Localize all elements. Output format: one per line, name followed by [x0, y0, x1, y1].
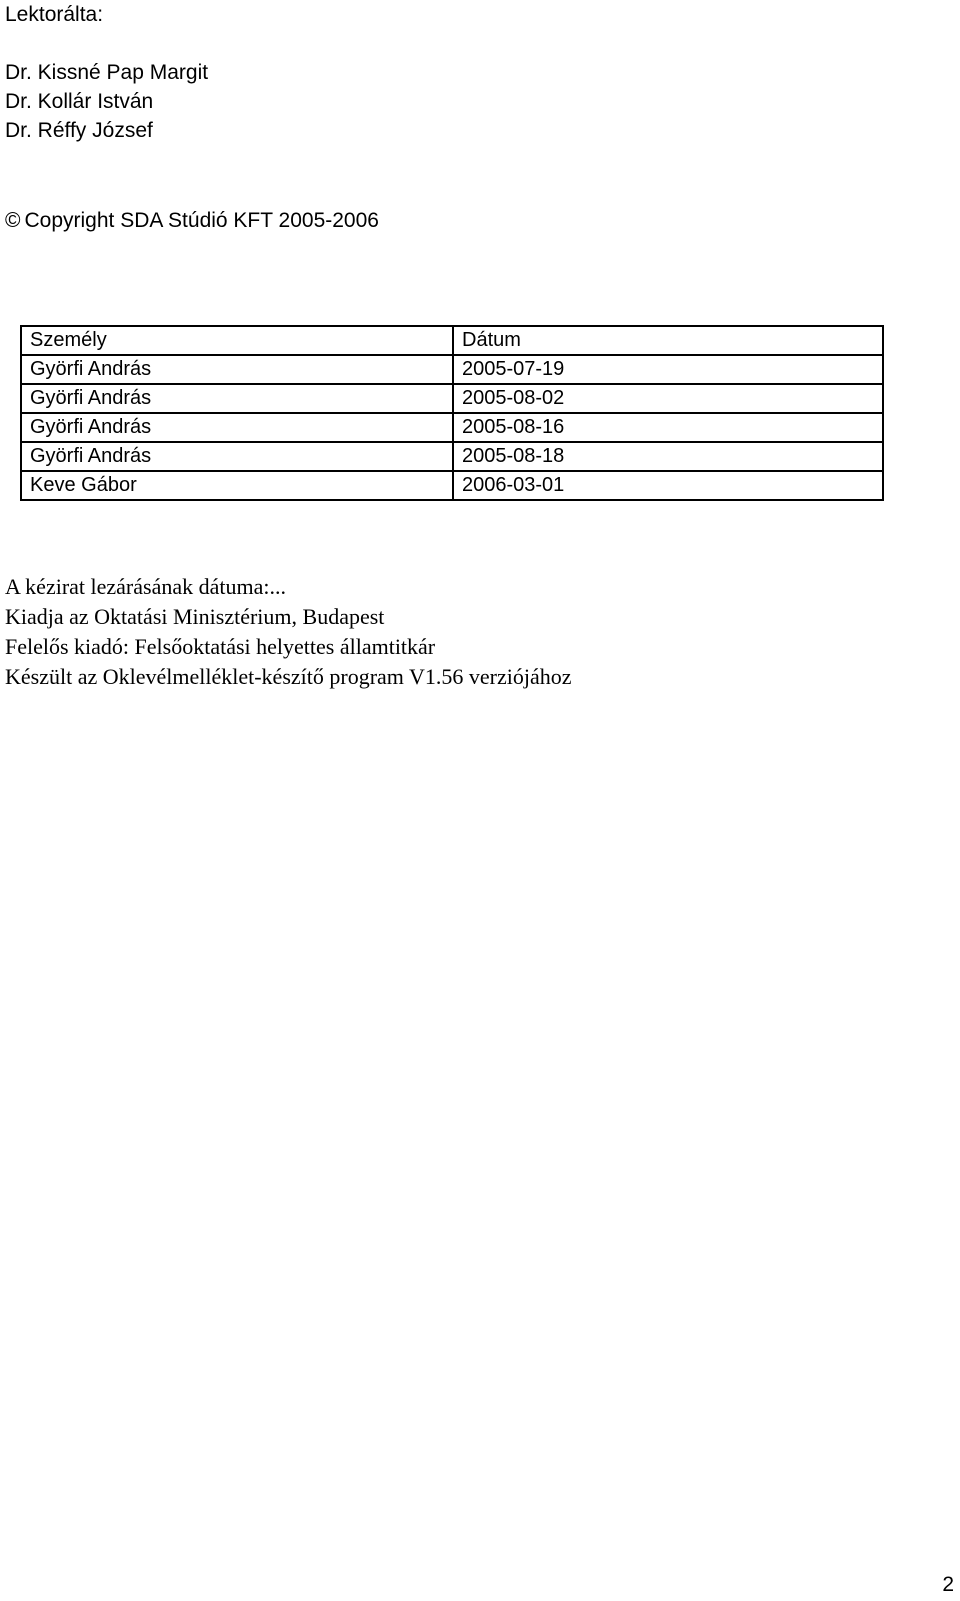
date-cell: 2005-07-19	[453, 355, 883, 384]
person-cell: Györfi András	[21, 442, 453, 471]
reviewer-name: Dr. Réffy József	[5, 119, 153, 142]
table-row	[21, 413, 883, 442]
column-header-date: Dátum	[453, 326, 883, 355]
date-cell: 2005-08-18	[453, 442, 883, 471]
copyright-line	[5, 206, 379, 235]
revision-history-table	[20, 325, 884, 501]
imprint-block	[5, 572, 572, 692]
table-row	[21, 442, 883, 471]
page-number: 2	[942, 1573, 954, 1596]
table-row	[21, 471, 883, 500]
person-cell: Keve Gábor	[21, 471, 453, 500]
copyright-text: Copyright SDA Stúdió KFT 2005-2006	[24, 209, 379, 232]
person-cell: Györfi András	[21, 413, 453, 442]
date-cell: 2005-08-16	[453, 413, 883, 442]
person-cell: Györfi András	[21, 355, 453, 384]
reviewers-block	[5, 0, 208, 145]
date-cell: 2006-03-01	[453, 471, 883, 500]
column-header-person: Személy	[21, 326, 453, 355]
copyright-icon: ©	[5, 209, 21, 232]
publisher-line: Kiadja az Oktatási Minisztérium, Budapest	[5, 604, 385, 629]
reviewer-name: Dr. Kissné Pap Margit	[5, 61, 209, 84]
person-cell: Györfi András	[21, 384, 453, 413]
date-cell: 2005-08-02	[453, 384, 883, 413]
manuscript-closing-date: A kézirat lezárásának dátuma:...	[5, 574, 286, 599]
table-header-row	[21, 326, 883, 355]
responsible-publisher-line: Felelős kiadó: Felsőoktatási helyettes államtitkár	[5, 634, 436, 659]
table-row	[21, 355, 883, 384]
table-row	[21, 384, 883, 413]
reviewers-heading: Lektorálta:	[5, 3, 104, 26]
program-version-line: Készült az Oklevélmelléklet-készítő program V1.56 verziójához	[5, 664, 572, 689]
reviewer-name: Dr. Kollár István	[5, 90, 154, 113]
